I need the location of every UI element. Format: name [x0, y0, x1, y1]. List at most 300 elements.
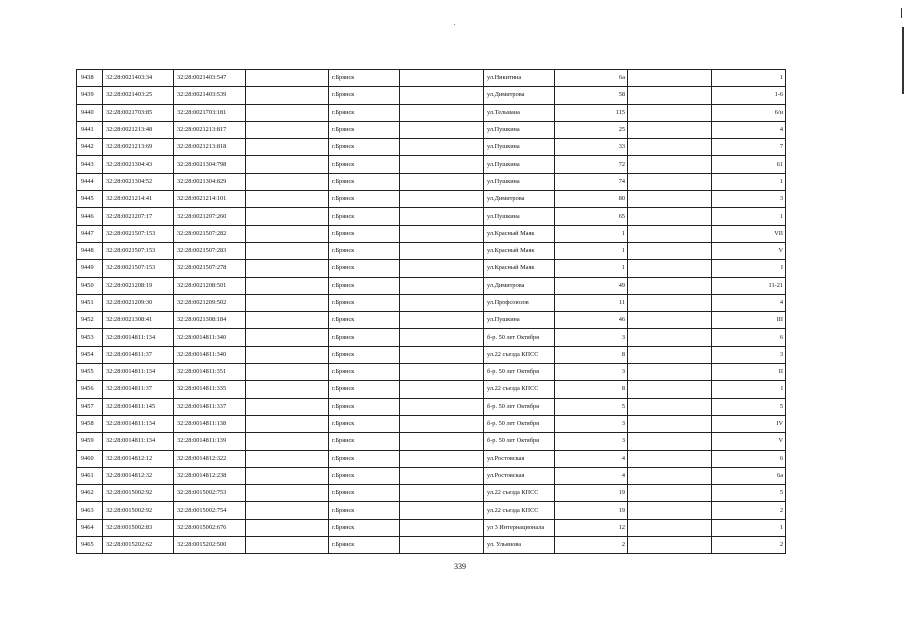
- cell-number: 9455: [77, 364, 103, 381]
- cell-empty: [246, 415, 329, 432]
- table-row: [77, 415, 786, 432]
- cell-empty: [628, 467, 712, 484]
- cell-cadastral-parcel: 32:28:0014811:145: [103, 398, 174, 415]
- cell-cadastral-parcel: 32:28:0021214:41: [103, 191, 174, 208]
- cell-cadastral-object: 32:28:0021213:818: [174, 139, 246, 156]
- cell-house: 12: [555, 519, 628, 536]
- cell-cadastral-object: 32:28:0021403:539: [174, 87, 246, 104]
- cell-street: ул.Пушкина: [484, 156, 555, 173]
- cell-street: ул.Красный Маяк: [484, 242, 555, 259]
- cell-city: г.Брянск: [329, 485, 400, 502]
- cell-number: 9449: [77, 260, 103, 277]
- cell-house: 19: [555, 502, 628, 519]
- table-row: [77, 121, 786, 138]
- cell-cadastral-parcel: 32:28:0021207:17: [103, 208, 174, 225]
- cell-empty: [400, 225, 484, 242]
- cell-empty: [400, 398, 484, 415]
- cell-cadastral-object: 32:28:0014811:340: [174, 329, 246, 346]
- cell-city: г.Брянск: [329, 225, 400, 242]
- cell-apartment: 1: [712, 173, 786, 190]
- cell-empty: [400, 519, 484, 536]
- cell-apartment: 3: [712, 346, 786, 363]
- cell-empty: [628, 312, 712, 329]
- cell-house: 6а: [555, 70, 628, 87]
- cell-city: г.Брянск: [329, 502, 400, 519]
- cell-empty: [628, 242, 712, 259]
- cell-empty: [400, 87, 484, 104]
- cell-cadastral-object: 32:28:0021208:501: [174, 277, 246, 294]
- cell-cadastral-object: 32:28:0014811:139: [174, 433, 246, 450]
- cell-empty: [628, 104, 712, 121]
- cell-number: 9446: [77, 208, 103, 225]
- cell-empty: [246, 433, 329, 450]
- cell-number: 9462: [77, 485, 103, 502]
- table-row: [77, 450, 786, 467]
- cell-street: ул.Пушкина: [484, 121, 555, 138]
- cell-empty: [628, 364, 712, 381]
- cell-cadastral-object: 32:28:0021703:181: [174, 104, 246, 121]
- cell-cadastral-object: 32:28:0021213:817: [174, 121, 246, 138]
- table-row: [77, 364, 786, 381]
- cell-city: г.Брянск: [329, 242, 400, 259]
- cell-house: 25: [555, 121, 628, 138]
- cell-city: г.Брянск: [329, 277, 400, 294]
- cell-apartment: I: [712, 381, 786, 398]
- cell-empty: [400, 139, 484, 156]
- cell-empty: [246, 242, 329, 259]
- cell-number: 9438: [77, 70, 103, 87]
- cell-city: г.Брянск: [329, 121, 400, 138]
- table-row: [77, 433, 786, 450]
- cell-house: 3: [555, 364, 628, 381]
- cell-cadastral-object: 32:28:0021304:798: [174, 156, 246, 173]
- cell-cadastral-object: 32:28:0014811:335: [174, 381, 246, 398]
- cell-cadastral-parcel: 32:28:0015002:92: [103, 502, 174, 519]
- table-row: [77, 381, 786, 398]
- cell-cadastral-object: 32:28:0021403:547: [174, 70, 246, 87]
- cell-street: ул.Пушкина: [484, 173, 555, 190]
- cell-house: 65: [555, 208, 628, 225]
- cell-street: ул.Никитина: [484, 70, 555, 87]
- cell-cadastral-parcel: 32:28:0021403:34: [103, 70, 174, 87]
- cell-empty: [628, 433, 712, 450]
- cell-empty: [628, 450, 712, 467]
- table-row: [77, 139, 786, 156]
- cell-number: 9458: [77, 415, 103, 432]
- cell-empty: [400, 277, 484, 294]
- cell-city: г.Брянск: [329, 173, 400, 190]
- cell-empty: [246, 70, 329, 87]
- cell-cadastral-parcel: 32:28:0014811:134: [103, 433, 174, 450]
- cell-house: 33: [555, 139, 628, 156]
- cell-empty: [628, 225, 712, 242]
- cell-empty: [246, 173, 329, 190]
- cell-city: г.Брянск: [329, 191, 400, 208]
- cell-city: г.Брянск: [329, 364, 400, 381]
- cell-empty: [246, 191, 329, 208]
- cell-empty: [628, 260, 712, 277]
- cell-house: 49: [555, 277, 628, 294]
- cell-empty: [246, 260, 329, 277]
- cell-number: 9459: [77, 433, 103, 450]
- cell-empty: [400, 121, 484, 138]
- cell-number: 9457: [77, 398, 103, 415]
- cell-number: 9452: [77, 312, 103, 329]
- cell-cadastral-object: 32:28:0014811:340: [174, 346, 246, 363]
- cell-empty: [246, 104, 329, 121]
- table-row: [77, 208, 786, 225]
- cell-cadastral-parcel: 32:28:0014811:134: [103, 415, 174, 432]
- scan-speck: [454, 24, 455, 25]
- cell-city: г.Брянск: [329, 346, 400, 363]
- cell-cadastral-object: 32:28:0015002:753: [174, 485, 246, 502]
- cell-cadastral-object: 32:28:0021507:282: [174, 225, 246, 242]
- table-row: [77, 346, 786, 363]
- cell-empty: [246, 139, 329, 156]
- cell-empty: [400, 329, 484, 346]
- cell-apartment: 6а: [712, 467, 786, 484]
- cell-cadastral-object: 32:28:0021507:283: [174, 242, 246, 259]
- register-table: [76, 69, 786, 554]
- cell-empty: [400, 433, 484, 450]
- cell-street: ул.22 съезда КПСС: [484, 346, 555, 363]
- table-row: [77, 537, 786, 554]
- cell-empty: [400, 467, 484, 484]
- table-body: [77, 70, 786, 554]
- cell-empty: [246, 312, 329, 329]
- cell-city: г.Брянск: [329, 519, 400, 536]
- cell-apartment: IV: [712, 415, 786, 432]
- table-row: [77, 87, 786, 104]
- cell-empty: [400, 537, 484, 554]
- cell-street: ул.Красный Маяк: [484, 225, 555, 242]
- cell-empty: [246, 121, 329, 138]
- cell-number: 9439: [77, 87, 103, 104]
- cell-empty: [628, 381, 712, 398]
- cell-empty: [628, 537, 712, 554]
- cell-apartment: 5: [712, 398, 786, 415]
- cell-apartment: 11-21: [712, 277, 786, 294]
- cell-city: г.Брянск: [329, 70, 400, 87]
- cell-apartment: 3: [712, 191, 786, 208]
- cell-cadastral-parcel: 32:28:0021507:153: [103, 260, 174, 277]
- cell-cadastral-parcel: 32:28:0021213:69: [103, 139, 174, 156]
- cell-empty: [246, 467, 329, 484]
- table-row: [77, 467, 786, 484]
- cell-empty: [400, 191, 484, 208]
- cell-house: 5: [555, 398, 628, 415]
- cell-cadastral-parcel: 32:28:0021403:25: [103, 87, 174, 104]
- cell-cadastral-parcel: 32:28:0014812:12: [103, 450, 174, 467]
- cell-empty: [628, 121, 712, 138]
- cell-empty: [628, 87, 712, 104]
- cell-empty: [400, 294, 484, 311]
- cell-apartment: I: [712, 260, 786, 277]
- cell-street: б-р. 50 лет Октября: [484, 329, 555, 346]
- cell-cadastral-parcel: 32:28:0021308:41: [103, 312, 174, 329]
- cell-cadastral-parcel: 32:28:0014811:134: [103, 329, 174, 346]
- cell-empty: [400, 70, 484, 87]
- cell-empty: [246, 450, 329, 467]
- cell-cadastral-object: 32:28:0014811:138: [174, 415, 246, 432]
- cell-cadastral-object: 32:28:0014812:238: [174, 467, 246, 484]
- cell-city: г.Брянск: [329, 156, 400, 173]
- cell-apartment: VII: [712, 225, 786, 242]
- cell-empty: [400, 312, 484, 329]
- cell-empty: [628, 415, 712, 432]
- cell-cadastral-parcel: 32:28:0015002:92: [103, 485, 174, 502]
- cell-apartment: 2: [712, 537, 786, 554]
- cell-empty: [628, 329, 712, 346]
- cell-house: 74: [555, 173, 628, 190]
- cell-number: 9445: [77, 191, 103, 208]
- cell-cadastral-object: 32:28:0014811:351: [174, 364, 246, 381]
- cell-apartment: 2: [712, 502, 786, 519]
- cell-house: 3: [555, 433, 628, 450]
- cell-cadastral-object: 32:28:0015002:754: [174, 502, 246, 519]
- cell-number: 9465: [77, 537, 103, 554]
- cell-apartment: 7: [712, 139, 786, 156]
- cell-cadastral-object: 32:28:0021308:184: [174, 312, 246, 329]
- cell-empty: [246, 277, 329, 294]
- cell-empty: [628, 70, 712, 87]
- cell-number: 9450: [77, 277, 103, 294]
- cell-cadastral-parcel: 32:28:0021304:52: [103, 173, 174, 190]
- cell-empty: [400, 260, 484, 277]
- cell-city: г.Брянск: [329, 139, 400, 156]
- cell-city: г.Брянск: [329, 467, 400, 484]
- cell-empty: [628, 485, 712, 502]
- cell-street: ул.Пушкина: [484, 312, 555, 329]
- table-row: [77, 191, 786, 208]
- cell-street: ул 3 Интернационала: [484, 519, 555, 536]
- cell-city: г.Брянск: [329, 312, 400, 329]
- cell-empty: [246, 364, 329, 381]
- cell-city: г.Брянск: [329, 381, 400, 398]
- cell-street: б-р. 50 лет Октября: [484, 433, 555, 450]
- cell-cadastral-parcel: 32:28:0021213:48: [103, 121, 174, 138]
- cell-empty: [628, 156, 712, 173]
- cell-empty: [628, 398, 712, 415]
- cell-house: 1: [555, 225, 628, 242]
- cell-empty: [628, 277, 712, 294]
- cell-city: г.Брянск: [329, 450, 400, 467]
- cell-cadastral-object: 32:28:0021304:829: [174, 173, 246, 190]
- cell-number: 9461: [77, 467, 103, 484]
- cell-street: ул.Тельмана: [484, 104, 555, 121]
- table-row: [77, 104, 786, 121]
- cell-number: 9453: [77, 329, 103, 346]
- cell-number: 9447: [77, 225, 103, 242]
- table-row: [77, 242, 786, 259]
- table-row: [77, 70, 786, 87]
- cell-city: г.Брянск: [329, 104, 400, 121]
- cell-number: 9454: [77, 346, 103, 363]
- cell-number: 9444: [77, 173, 103, 190]
- cell-city: г.Брянск: [329, 208, 400, 225]
- cell-cadastral-parcel: 32:28:0021209:30: [103, 294, 174, 311]
- cell-street: ул.Пушкина: [484, 208, 555, 225]
- cell-apartment: V: [712, 242, 786, 259]
- cell-empty: [246, 381, 329, 398]
- cell-empty: [400, 156, 484, 173]
- cell-apartment: 4: [712, 121, 786, 138]
- table-row: [77, 329, 786, 346]
- cell-house: 4: [555, 467, 628, 484]
- cell-apartment: 6: [712, 450, 786, 467]
- table-row: [77, 312, 786, 329]
- cell-street: ул.Ростовская: [484, 467, 555, 484]
- cell-street: ул. Ульянова: [484, 537, 555, 554]
- cell-empty: [246, 502, 329, 519]
- table-row: [77, 502, 786, 519]
- cell-apartment: II: [712, 364, 786, 381]
- cell-cadastral-parcel: 32:28:0014812:32: [103, 467, 174, 484]
- cell-street: ул.Красный Маяк: [484, 260, 555, 277]
- cell-house: 115: [555, 104, 628, 121]
- cell-apartment: V: [712, 433, 786, 450]
- cell-house: 3: [555, 329, 628, 346]
- cell-street: ул.Ростовская: [484, 450, 555, 467]
- cell-apartment: 4: [712, 294, 786, 311]
- cell-empty: [628, 208, 712, 225]
- cell-empty: [246, 346, 329, 363]
- cell-cadastral-object: 32:28:0015202:500: [174, 537, 246, 554]
- cell-house: 80: [555, 191, 628, 208]
- cell-house: 72: [555, 156, 628, 173]
- cell-cadastral-parcel: 32:28:0014811:134: [103, 364, 174, 381]
- cell-street: ул.Димитрова: [484, 87, 555, 104]
- cell-cadastral-parcel: 32:28:0021703:85: [103, 104, 174, 121]
- cell-cadastral-parcel: 32:28:0014811:37: [103, 381, 174, 398]
- cell-cadastral-object: 32:28:0021507:278: [174, 260, 246, 277]
- table-row: [77, 294, 786, 311]
- cell-house: 8: [555, 381, 628, 398]
- cell-cadastral-object: 32:28:0014812:322: [174, 450, 246, 467]
- cell-house: 4: [555, 450, 628, 467]
- cell-empty: [400, 346, 484, 363]
- cell-number: 9456: [77, 381, 103, 398]
- cell-cadastral-object: 32:28:0021207:260: [174, 208, 246, 225]
- table-row: [77, 277, 786, 294]
- table-row: [77, 156, 786, 173]
- table-row: [77, 485, 786, 502]
- cell-empty: [400, 104, 484, 121]
- cell-house: 11: [555, 294, 628, 311]
- cell-empty: [246, 519, 329, 536]
- cell-street: ул.Димитрова: [484, 191, 555, 208]
- cell-cadastral-parcel: 32:28:0015002:83: [103, 519, 174, 536]
- cell-empty: [246, 225, 329, 242]
- cell-street: ул.22 съезда КПСС: [484, 502, 555, 519]
- cell-number: 9440: [77, 104, 103, 121]
- cell-empty: [400, 450, 484, 467]
- cell-house: 46: [555, 312, 628, 329]
- cell-cadastral-parcel: 32:28:0021507:153: [103, 242, 174, 259]
- cell-city: г.Брянск: [329, 398, 400, 415]
- cell-empty: [246, 485, 329, 502]
- scan-edge-mark: [902, 27, 904, 94]
- cell-empty: [628, 139, 712, 156]
- cell-cadastral-object: 32:28:0015002:676: [174, 519, 246, 536]
- cell-city: г.Брянск: [329, 433, 400, 450]
- cell-street: ул.22 съезда КПСС: [484, 485, 555, 502]
- cell-house: 8: [555, 346, 628, 363]
- cell-apartment: III: [712, 312, 786, 329]
- cell-street: ул.Профсоюзов: [484, 294, 555, 311]
- scan-edge-mark: [901, 8, 902, 18]
- cell-number: 9442: [77, 139, 103, 156]
- cell-cadastral-parcel: 32:28:0021507:153: [103, 225, 174, 242]
- cell-house: 2: [555, 537, 628, 554]
- cell-empty: [400, 415, 484, 432]
- cell-empty: [628, 173, 712, 190]
- cell-empty: [400, 208, 484, 225]
- cell-apartment: 61: [712, 156, 786, 173]
- cell-empty: [400, 173, 484, 190]
- cell-street: ул.22 съезда КПСС: [484, 381, 555, 398]
- cell-street: б-р. 50 лет Октября: [484, 398, 555, 415]
- cell-empty: [246, 208, 329, 225]
- cell-number: 9460: [77, 450, 103, 467]
- cell-house: 1: [555, 242, 628, 259]
- table-row: [77, 173, 786, 190]
- cell-empty: [400, 381, 484, 398]
- table-row: [77, 398, 786, 415]
- cell-apartment: 5: [712, 485, 786, 502]
- page-number: 339: [454, 562, 466, 571]
- cell-house: 3: [555, 415, 628, 432]
- table-row: [77, 519, 786, 536]
- cell-empty: [246, 156, 329, 173]
- cell-house: 58: [555, 87, 628, 104]
- cell-apartment: 1: [712, 70, 786, 87]
- cell-street: б-р. 50 лет Октября: [484, 364, 555, 381]
- cell-cadastral-object: 32:28:0021209:502: [174, 294, 246, 311]
- cell-cadastral-parcel: 32:28:0021208:19: [103, 277, 174, 294]
- cell-city: г.Брянск: [329, 87, 400, 104]
- cell-empty: [246, 329, 329, 346]
- cell-city: г.Брянск: [329, 415, 400, 432]
- cell-house: 19: [555, 485, 628, 502]
- cell-empty: [400, 242, 484, 259]
- cell-cadastral-parcel: 32:28:0014811:37: [103, 346, 174, 363]
- cell-empty: [246, 87, 329, 104]
- cell-street: б-р. 50 лет Октября: [484, 415, 555, 432]
- cell-empty: [246, 398, 329, 415]
- cell-apartment: 1: [712, 208, 786, 225]
- cell-street: ул.Димитрова: [484, 277, 555, 294]
- cell-number: 9448: [77, 242, 103, 259]
- cell-number: 9443: [77, 156, 103, 173]
- cell-apartment: 6: [712, 329, 786, 346]
- cell-cadastral-object: 32:28:0014811:337: [174, 398, 246, 415]
- cell-empty: [400, 364, 484, 381]
- cell-empty: [628, 519, 712, 536]
- cell-number: 9451: [77, 294, 103, 311]
- cell-apartment: 1: [712, 519, 786, 536]
- cell-apartment: 1-6: [712, 87, 786, 104]
- cell-empty: [628, 502, 712, 519]
- cell-city: г.Брянск: [329, 260, 400, 277]
- cell-number: 9463: [77, 502, 103, 519]
- cell-house: 1: [555, 260, 628, 277]
- cell-empty: [400, 485, 484, 502]
- cell-number: 9464: [77, 519, 103, 536]
- cell-cadastral-parcel: 32:28:0015202:62: [103, 537, 174, 554]
- table-row: [77, 260, 786, 277]
- cell-cadastral-parcel: 32:28:0021304:43: [103, 156, 174, 173]
